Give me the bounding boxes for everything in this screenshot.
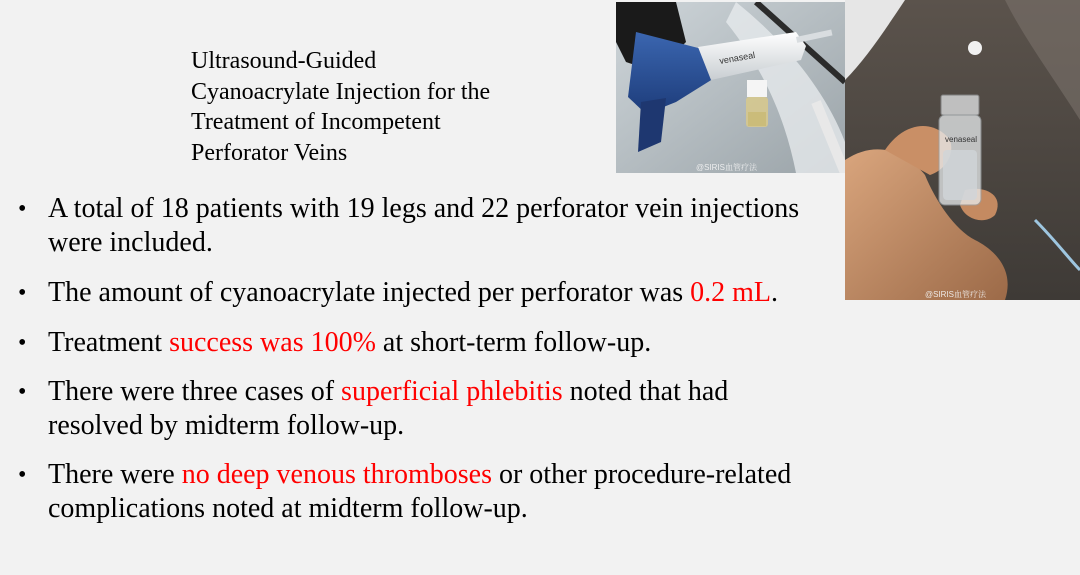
dispenser-label: venaseal <box>718 49 756 66</box>
bullet-1-text-a: The amount of cyanoacrylate injected per perforator was <box>48 277 691 308</box>
dispenser-illustration <box>616 2 845 173</box>
bullet-0-text: A total of 18 patients with 19 legs and 22 perforator vein injections were included. <box>48 193 800 258</box>
photo-vial-in-hand <box>845 0 1080 300</box>
vial-illustration <box>845 0 1080 300</box>
bullet-1-highlight: 0.2 mL <box>690 277 772 308</box>
bullet-item-success <box>18 326 823 360</box>
bullet-4-highlight: no deep venous thromboses <box>181 459 492 490</box>
photo-right-watermark: @SIRIS血管疗法 <box>925 290 987 299</box>
title-line-1: Ultrasound-Guided <box>191 48 377 74</box>
bullet-1-text-b: . <box>771 277 779 308</box>
bullet-4-text-b: or other procedure-related complications noted at midterm follow-up. <box>48 459 792 524</box>
bullet-2-highlight: success was 100% <box>169 327 376 358</box>
bullet-2-text-a: Treatment <box>48 327 170 358</box>
bullet-item-phlebitis <box>18 375 823 443</box>
title-line-3: Treatment of Incompetent <box>191 109 441 135</box>
bullet-4-text-a: There were <box>48 459 182 490</box>
slide-title <box>191 46 601 168</box>
bullet-item-amount <box>18 276 823 310</box>
bullet-2-text-b: at short-term follow-up. <box>375 327 652 358</box>
bullet-list <box>18 192 823 526</box>
photo-left-watermark: @SIRIS血管疗法 <box>696 163 758 172</box>
bullet-item-patients <box>18 192 823 260</box>
title-line-2: Cyanoacrylate Injection for the <box>191 78 491 105</box>
bullet-3-text-b: noted that had resolved by midterm follow-up. <box>48 376 729 441</box>
bullet-3-text-a: There were three cases of <box>48 376 342 407</box>
photo-venaseal-dispenser <box>616 2 845 173</box>
title-line-4: Perforator Veins <box>191 139 348 166</box>
vial-label: venaseal <box>945 135 978 144</box>
bullet-3-highlight: superficial phlebitis <box>341 376 563 407</box>
bullet-item-complications <box>18 458 823 526</box>
